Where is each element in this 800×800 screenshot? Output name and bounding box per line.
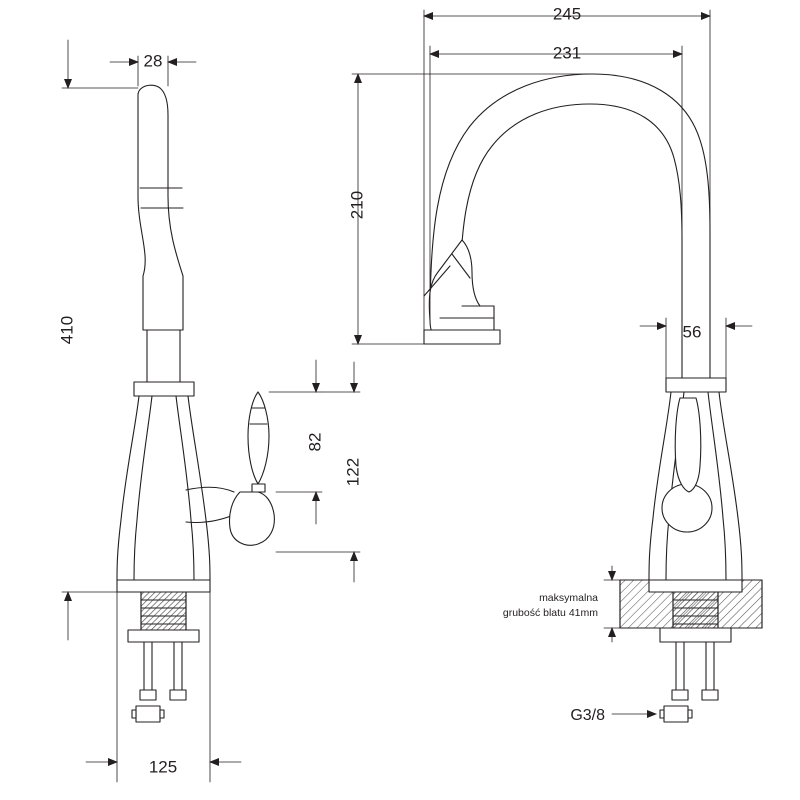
right-faucet-side-elevation [424, 74, 762, 722]
dim-inner-reach: 231 [552, 43, 582, 63]
dim-arc-height: 210 [347, 190, 367, 220]
dim-spout-top-width: 28 [143, 51, 163, 71]
dim-column-width: 56 [682, 322, 702, 342]
left-faucet-elevation [117, 85, 274, 722]
note-counter-thickness-line2: grubość blatu 41mm [502, 607, 598, 619]
dim-base-width: 125 [148, 757, 178, 777]
dim-outer-reach: 245 [552, 4, 582, 24]
note-counter-thickness-line1: maksymalna [539, 592, 598, 604]
label-thread-size: G3/8 [570, 707, 605, 724]
dim-total-height: 410 [57, 315, 77, 345]
dim-handle-height: 82 [305, 432, 325, 452]
dim-body-handle-height: 122 [343, 457, 363, 487]
